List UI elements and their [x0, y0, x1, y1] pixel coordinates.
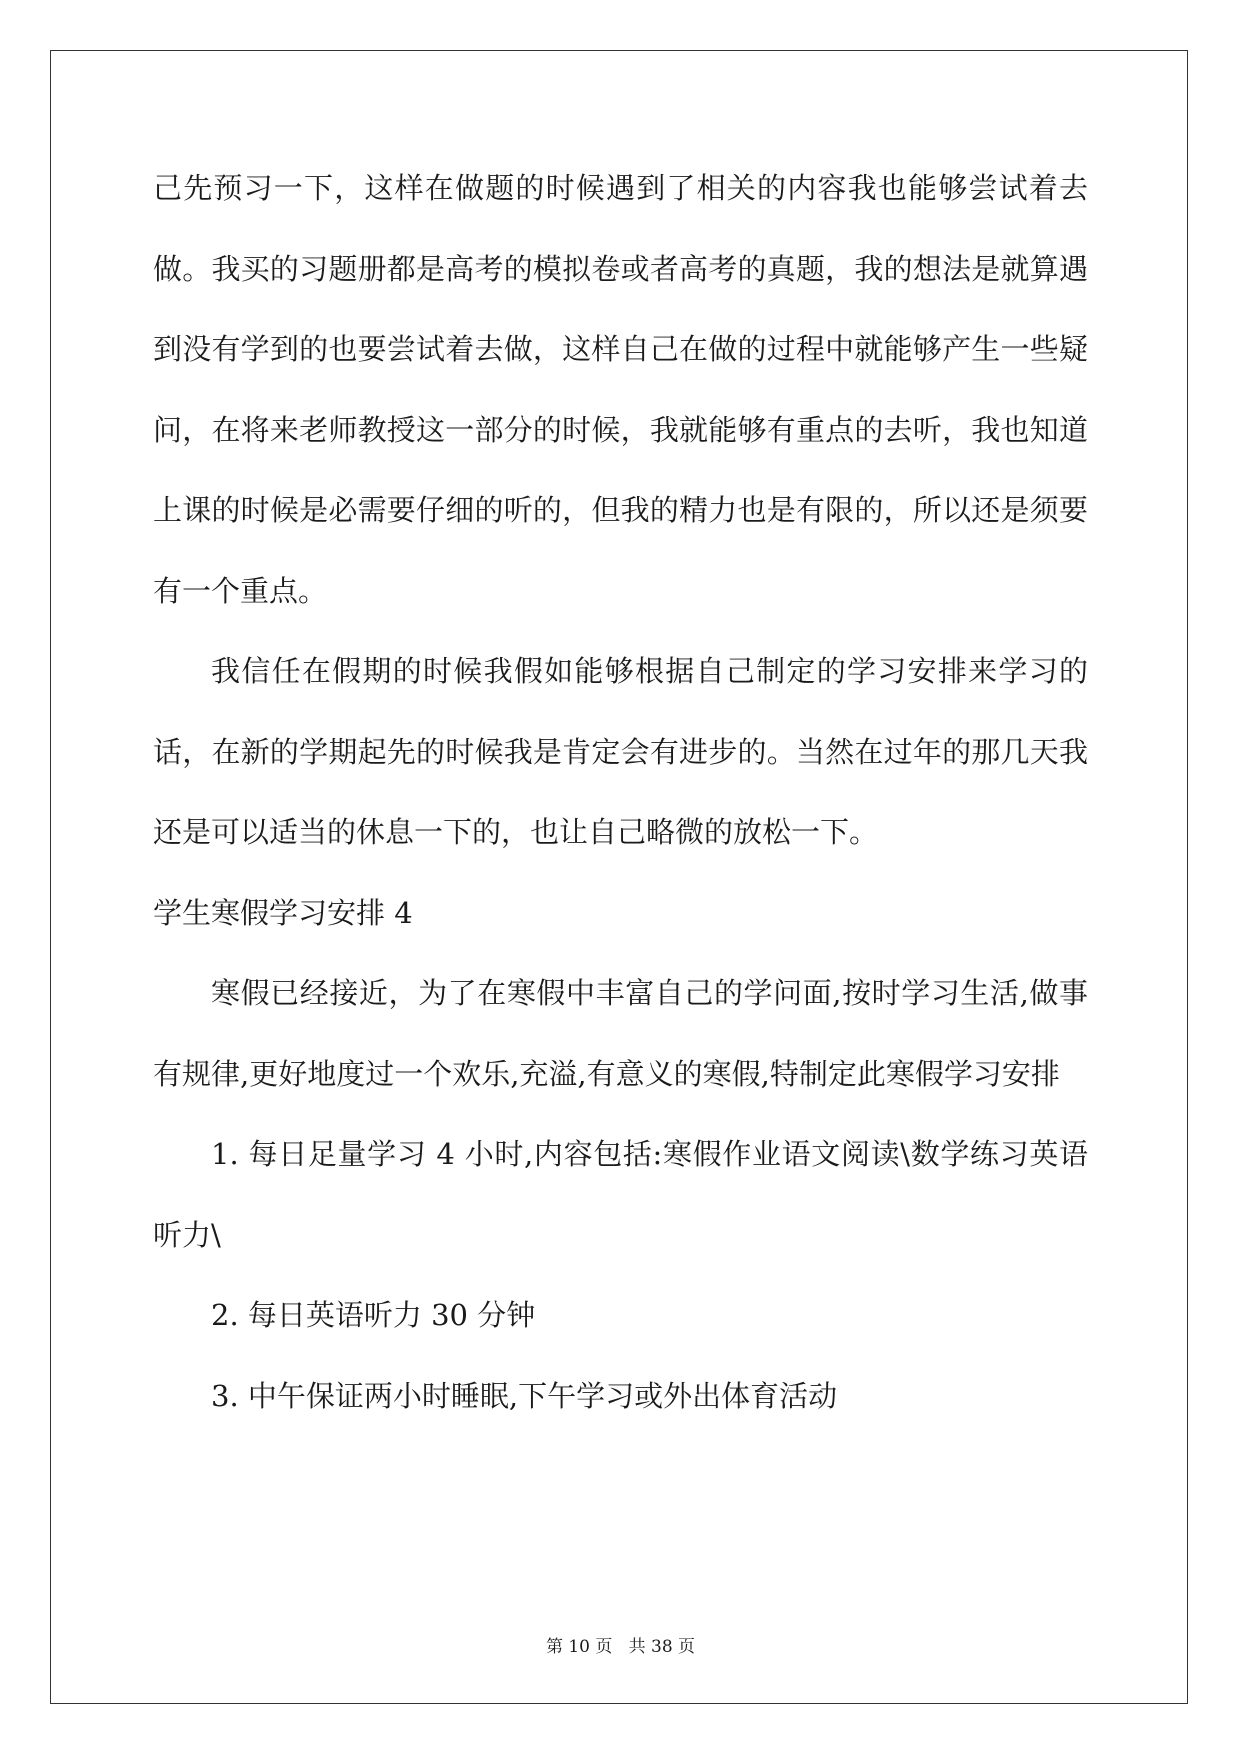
page-number: 第 10 页	[545, 1637, 613, 1657]
paragraph-plan-belief: 我信任在假期的时候我假如能够根据自己制定的学习安排来学习的话，在新的学期起先的时候我是肯定会有进步的。当然在过年的那几天我还是可以适当的休息一下的，也让自己略微的放松一下。	[153, 654, 1088, 849]
paragraph-intro: 寒假已经接近，为了在寒假中丰富自己的学问面,按时学习生活,做事有规律,更好地度过一个欢乐,充溢,有意义的寒假,特制定此寒假学习安排	[153, 976, 1088, 1091]
list-item-3: 3. 中午保证两小时睡眠,下午学习或外出体育活动	[211, 1378, 838, 1413]
paragraph-continuation: 己先预习一下，这样在做题的时候遇到了相关的内容我也能够尝试着去做。我买的习题册都是高考的模拟卷或者高考的真题，我的想法是就算遇到没有学到的也要尝试着去做，这样自己在做的过程中就能够产生一些疑问，在将来老师教授这一部分的时候，我就能够有重点的去听，我也知道上课的时候是必需要仔细的听的，但我的精力也是有限的，所以还是须要有一个重点。	[153, 171, 1088, 608]
list-item-2: 2. 每日英语听力 30 分钟	[211, 1298, 536, 1332]
page-footer	[0, 1632, 1241, 1657]
page-total: 共 38 页	[628, 1637, 696, 1657]
document-body	[153, 148, 1088, 1436]
section-heading: 学生寒假学习安排 4	[153, 895, 413, 930]
list-item-1: 1. 每日足量学习 4 小时,内容包括:寒假作业语文阅读\数学练习英语听力\	[153, 1137, 1088, 1252]
